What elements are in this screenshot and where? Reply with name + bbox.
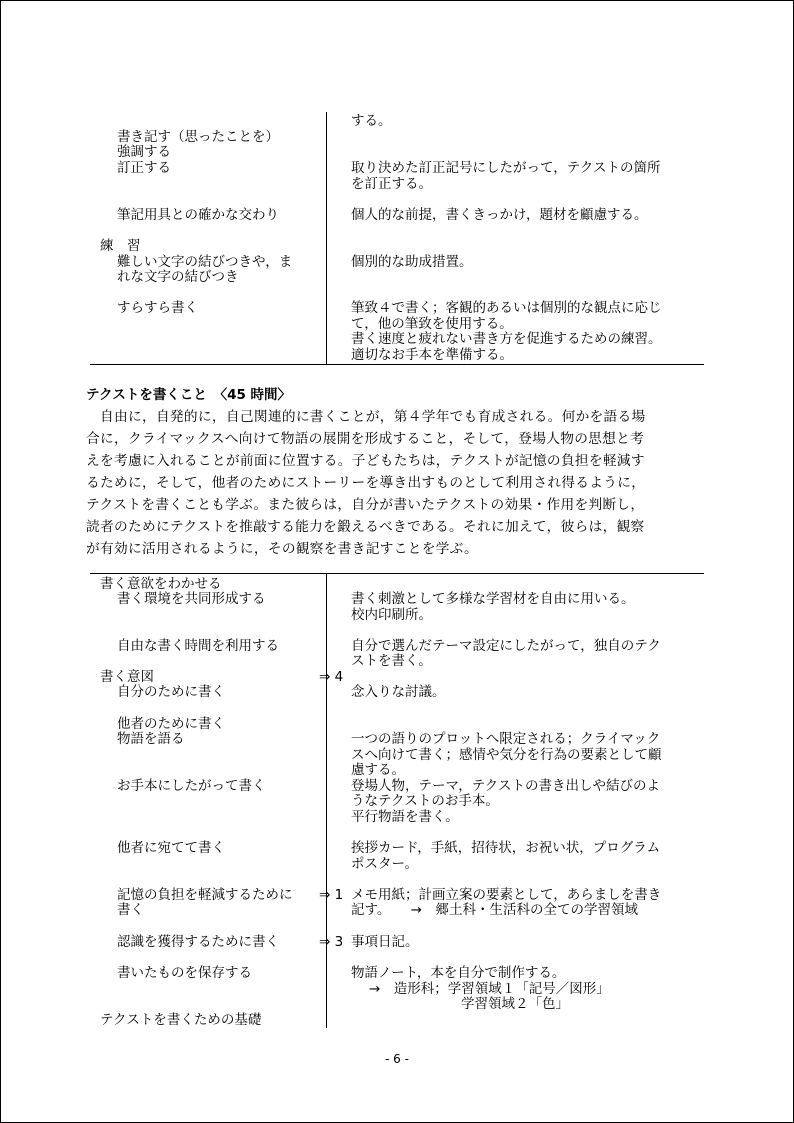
table2-divider [326,573,327,1028]
table1-text: 個別的な助成措置。 [351,254,473,270]
table2-text: ストを書く。 [351,653,432,669]
table2-text: メモ用紙；計画立案の要素として，あらましを書き [351,887,662,903]
table2-text: 書く環境を共同形成する [117,591,266,607]
table1-text: 練 習 [100,238,141,254]
table2-text: 自分のために書く [117,684,225,700]
section-heading: テクストを書くこと 〈45 時間〉 [86,387,292,403]
table2-text: 学習領域２「色」 [461,996,569,1012]
table2-text: スへ向けて書く；感情や気分を行為の要素として顧 [351,747,662,763]
table1-text: 書き記す（思ったことを） [117,129,279,145]
paragraph-line: テクストを書くことも学ぶ。また彼らは，自分が書いたテクストの効果・作用を判断し， [86,497,645,513]
table2-text: 自由な書く時間を利用する [117,638,279,654]
paragraph-line: えを考慮に入れることが前面に位置する。子どもたちは，テクストが記憶の負担を軽減す [86,453,645,469]
table2-text: 書く意図 [100,669,154,685]
table2-text: 校内印刷所。 [351,607,432,623]
arrow-reference: ⇒ 3 [319,934,344,950]
table2-text: 事項日記。 [351,934,419,950]
paragraph-line: 合に，クライマックスへ向けて物語の展開を形成すること，そして，登場人物の思想と考 [86,431,645,447]
table2-text: テクストを書くための基礎 [100,1012,262,1028]
table2-text: 記す。 → 郷土科・生活科の全ての学習領域 [351,902,638,918]
table2-text: 書いたものを保存する [117,965,252,981]
table1-text: 筆致４で書く；客観的あるいは個別的な観点に応じ [351,300,662,316]
paragraph-line: 自由に，自発的に，自己関連的に書くことが，第４学年でも育成される。何かを語る場 [86,409,646,425]
table1-text: すらすら書く [117,300,198,316]
table2-text: 書く刺激として多様な学習材を自由に用いる。 [351,591,635,607]
table1-text: を訂正する。 [351,176,432,192]
table1-text: 個人的な前提，書くきっかけ，題材を顧慮する。 [351,207,648,223]
table1-text: て，他の筆致を使用する。 [351,316,513,332]
table1-text: 筆記用具との確かな交わり [117,207,279,223]
table2-top-rule [90,573,704,574]
table2-text: 物語ノート，本を自分で制作する。 [351,965,566,981]
table2-text: 認識を獲得するために書く [117,934,279,950]
table1-text: 難しい文字の結びつきや，ま [117,254,293,270]
table2-text: ポスター。 [351,856,418,872]
table2-text: 物語を語る [117,731,185,747]
table2-text: 一つの語りのプロットへ限定される；クライマック [351,731,661,747]
table1-text: する。 [351,113,392,129]
table1-text: 取り決めた訂正記号にしたがって，テクストの箇所 [351,160,661,176]
table2-text: 記憶の負担を軽減するために [117,887,293,903]
table2-text: → 造形科；学習領域１「記号／図形」 [369,981,610,997]
table1-divider [326,112,327,364]
table1-text: れな文字の結びつき [117,269,239,285]
page-number: - 6 - [385,1052,409,1066]
table2-text: 登場人物，テーマ，テクストの書き出しや結びのよ [351,778,661,794]
table1-text: 書く速度と疲れない書き方を促進するための練習。 [351,331,662,347]
table2-text: 書く意欲をわかせる [100,576,222,592]
table2-text: 挨拶カード，手紙，招待状，お祝い状，プログラム [351,840,661,856]
table2-text: 自分で選んだテーマ設定にしたがって，独自のテク [351,638,661,654]
table2-text: 他者に宛てて書く [117,840,225,856]
arrow-reference: ⇒ 4 [319,669,344,685]
table1-text: 訂正する [117,160,171,176]
arrow-reference: ⇒ 1 [319,887,344,903]
table2-text: 慮する。 [351,762,405,778]
table2-text: 平行物語を書く。 [351,809,459,825]
table2-text: 他者のために書く [117,716,225,732]
paragraph-line: が有効に活用されるように，その観察を書き記すことを学ぶ。 [86,541,478,557]
paragraph-line: 読者のためにテクストを推敲する能力を鍛えるべきである。それに加えて，彼らは，観察 [86,519,645,535]
section-paragraph [86,406,710,560]
table2-text: 書く [117,902,144,918]
table2-text: うなテクストのお手本。 [351,793,499,809]
table1-bottom-rule [90,364,704,365]
table2-text: 念入りな討議。 [351,684,446,700]
table2-text: お手本にしたがって書く [117,778,266,794]
table1-text: 適切なお手本を準備する。 [351,347,513,363]
table1-text: 強調する [117,144,171,160]
paragraph-line: るために，そして，他者のためにストーリーを導き出すものとして利用され得るように， [86,475,646,491]
